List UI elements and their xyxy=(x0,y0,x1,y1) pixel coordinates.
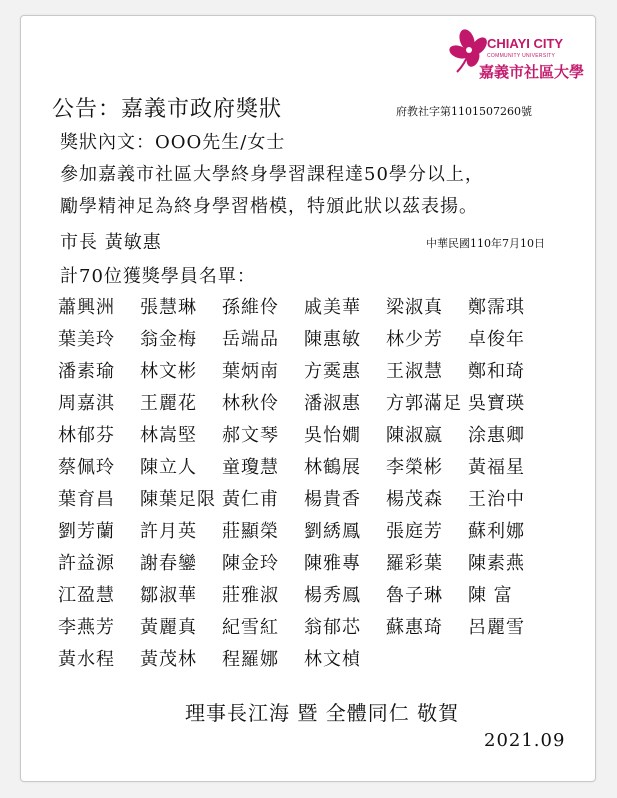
name-row xyxy=(58,389,578,421)
winner-name: 黃麗真 xyxy=(140,617,197,638)
winner-name: 童瓊慧 xyxy=(222,457,279,478)
winner-name: 王治中 xyxy=(468,489,525,510)
winner-name: 黃茂林 xyxy=(140,649,197,670)
winner-name: 林文楨 xyxy=(304,649,361,670)
winner-name: 黃水程 xyxy=(58,649,115,670)
document-number: 府教社字第1101507260號 xyxy=(396,105,532,118)
mayor-signature: 市長 黃敏惠 xyxy=(60,232,162,253)
winner-name: 謝春鑾 xyxy=(140,553,197,574)
issue-date: 中華民國110年7月10日 xyxy=(426,237,545,250)
winner-name: 林嵩堅 xyxy=(140,425,197,446)
winner-name: 莊顯榮 xyxy=(222,521,279,542)
winner-name: 江盈慧 xyxy=(58,585,115,606)
winner-name: 呂麗雪 xyxy=(468,617,525,638)
name-row xyxy=(58,645,578,677)
winner-name: 涂惠卿 xyxy=(468,425,525,446)
winner-name: 劉芳蘭 xyxy=(58,521,115,542)
winner-name: 張庭芳 xyxy=(386,521,443,542)
name-row xyxy=(58,421,578,453)
award-text-line-1: 參加嘉義市社區大學終身學習課程達50學分以上， xyxy=(60,164,484,185)
winner-name: 蔡佩玲 xyxy=(58,457,115,478)
winner-name: 王淑慧 xyxy=(386,361,443,382)
award-text-line-2: 勵學精神足為終身學習楷模，特頒此狀以茲表揚。 xyxy=(60,196,478,217)
winner-name: 吳怡嫺 xyxy=(304,425,361,446)
winner-name: 蘇惠琦 xyxy=(386,617,443,638)
name-row xyxy=(58,357,578,389)
winner-name: 孫維伶 xyxy=(222,297,279,318)
winner-name: 鄭和琦 xyxy=(468,361,525,382)
winner-name: 羅彩葉 xyxy=(386,553,443,574)
logo-chinese-text: 嘉義市社區大學 xyxy=(479,63,585,81)
winner-name: 紀雪紅 xyxy=(222,617,279,638)
winner-name: 黃仁甫 xyxy=(222,489,279,510)
page-title: 公告：嘉義市政府獎狀 xyxy=(52,97,283,122)
community-university-logo xyxy=(447,28,585,88)
footer-signature: 理事長江海 暨 全體同仁 敬賀 xyxy=(185,701,460,725)
winner-name: 翁郁芯 xyxy=(304,617,361,638)
name-row xyxy=(58,517,578,549)
winner-name: 卓俊年 xyxy=(468,329,525,350)
name-row xyxy=(58,293,578,325)
winner-name: 梁淑真 xyxy=(386,297,443,318)
name-row xyxy=(58,325,578,357)
winner-name: 戚美華 xyxy=(304,297,361,318)
name-row xyxy=(58,613,578,645)
winner-name: 陳雅專 xyxy=(304,553,361,574)
winner-name: 葉炳南 xyxy=(222,361,279,382)
winner-name: 劉綉鳳 xyxy=(304,521,361,542)
winner-name: 潘淑惠 xyxy=(304,393,361,414)
winner-name: 張慧琳 xyxy=(140,297,197,318)
winner-name: 鄭霈琪 xyxy=(468,297,525,318)
winner-name: 楊秀鳳 xyxy=(304,585,361,606)
winner-name: 李燕芳 xyxy=(58,617,115,638)
winner-name: 葉育昌 xyxy=(58,489,115,510)
name-row xyxy=(58,581,578,613)
winner-name: 陳立人 xyxy=(140,457,197,478)
winner-name: 郝文琴 xyxy=(222,425,279,446)
winner-name: 蕭興洲 xyxy=(58,297,115,318)
winner-name: 魯子琳 xyxy=(386,585,443,606)
logo-english-text: CHIAYI CITY xyxy=(487,36,564,51)
logo-subtitle: COMMUNITY UNIVERSITY xyxy=(487,53,556,59)
winner-name: 蘇利娜 xyxy=(468,521,525,542)
winner-name: 黃福星 xyxy=(468,457,525,478)
winner-name: 方霙惠 xyxy=(304,361,361,382)
name-row xyxy=(58,485,578,517)
winner-name: 周嘉淇 xyxy=(58,393,115,414)
winner-name: 翁金梅 xyxy=(140,329,197,350)
winner-name: 許月英 xyxy=(140,521,197,542)
name-row xyxy=(58,453,578,485)
winner-name: 林秋伶 xyxy=(222,393,279,414)
winner-name: 吳寶瑛 xyxy=(468,393,525,414)
winner-name: 林文彬 xyxy=(140,361,197,382)
winner-name: 王麗花 xyxy=(140,393,197,414)
winner-name: 岳端品 xyxy=(222,329,279,350)
winner-name: 陳惠敏 xyxy=(304,329,361,350)
winner-name: 陳金玲 xyxy=(222,553,279,574)
winner-name: 許益源 xyxy=(58,553,115,574)
winner-name: 陳 富 xyxy=(468,585,513,606)
winner-name: 李榮彬 xyxy=(386,457,443,478)
winner-name: 陳淑嬴 xyxy=(386,425,443,446)
winner-name: 林郁芬 xyxy=(58,425,115,446)
winner-name: 林少芳 xyxy=(386,329,443,350)
name-row xyxy=(58,549,578,581)
winners-list-heading: 計70位獲獎學員名單： xyxy=(60,266,256,287)
winner-name: 陳素燕 xyxy=(468,553,525,574)
winner-name: 莊雅淑 xyxy=(222,585,279,606)
footer-year: 2021.09 xyxy=(484,730,566,751)
winner-name: 葉美玲 xyxy=(58,329,115,350)
winner-name: 陳葉足限 xyxy=(140,489,216,510)
winners-name-list xyxy=(58,293,578,677)
winner-name: 鄒淑華 xyxy=(140,585,197,606)
award-content-label: 獎狀內文：OOO先生/女士 xyxy=(60,132,286,153)
winner-name: 楊茂森 xyxy=(386,489,443,510)
winner-name: 方郭滿足 xyxy=(386,393,462,414)
winner-name: 林鶴展 xyxy=(304,457,361,478)
winner-name: 楊貴香 xyxy=(304,489,361,510)
winner-name: 潘素瑜 xyxy=(58,361,115,382)
winner-name: 程羅娜 xyxy=(222,649,279,670)
